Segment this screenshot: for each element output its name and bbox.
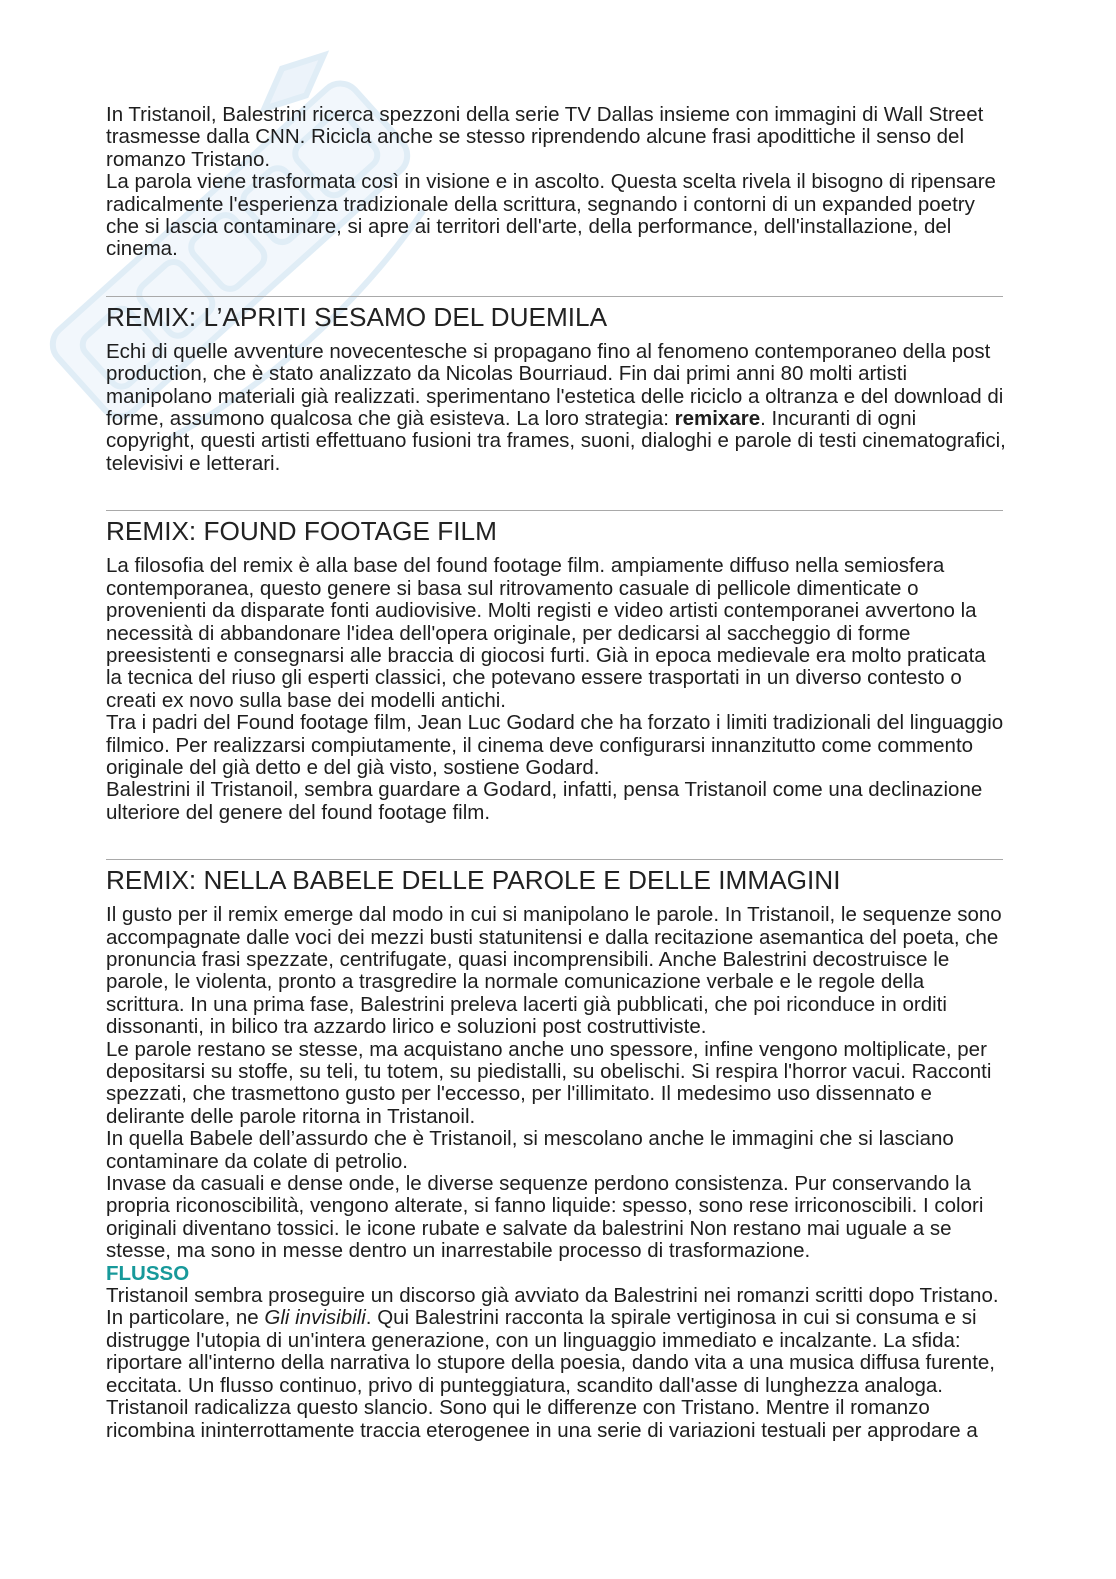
- bold-term: remixare: [674, 407, 761, 431]
- subheading-flusso: FLUSSO: [106, 1261, 190, 1285]
- italic-title: Gli invisibili: [264, 1306, 366, 1330]
- paragraph: Balestrini il Tristanoil, sembra guardare a Godard, infatti, pensa Tristanoil come una declinazione ulteriore del genere del found footage film.: [106, 778, 983, 824]
- paragraph-text: . Incuranti di ogni copyright, questi artisti effettuano fusioni tra frames, suoni, dialoghi e parole di testi cinematografici, televisivi e letterari.: [106, 407, 1006, 475]
- section-heading: REMIX: L’APRITI SESAMO DEL DUEMILA: [106, 301, 608, 332]
- section-body: [106, 555, 1006, 824]
- section-divider: [106, 510, 1003, 511]
- paragraph: La filosofia del remix è alla base del found footage film. ampiamente diffuso nella semiosfera contemporanea, questo genere si basa sul ritrovamento casuale di pellicole dimenticate o provenienti da disparate fonti audiovisive. Molti registi e video artisti contemporanei avvertono la necessità di abbandonare l'idea dell'opera originale, per dedicarsi al saccheggio di forme preesistenti e consegnarsi alle braccia di giocosi furti. Già in epoca medievale era molto praticata la tecnica del riuso gli esperti classici, che potevano essere trasportati in un diverso contesto o creati ex novo sulla base dei modelli antichi.: [106, 554, 986, 712]
- section-divider: [106, 859, 1003, 860]
- document-body: [106, 104, 1006, 1442]
- paragraph: Tra i padri del Found footage film, Jean Luc Godard che ha forzato i limiti tradizionali del linguaggio filmico. Per realizzarsi compiutamente, il cinema deve configurarsi innanzitutto come commento originale del già detto e del già visto, sostiene Godard.: [106, 711, 1004, 779]
- paragraph: Il gusto per il remix emerge dal modo in cui si manipolano le parole. In Tristanoil, le sequenze sono accompagnate dalle voci dei mezzi busti statunitensi e dalla recitazione asemantica del poeta, che pronuncia frasi spezzate, centrifugate, quasi incomprensibili. Anche Balestrini decostruisce le parole, le violenta, pronto a trasgredire la normale comunicazione verbale e le regole della scrittura. In una prima fase, Balestrini preleva lacerti già pubblicati, che poi riconduce in orditi dissonanti, in bilico tra azzardo lirico e soluzioni post costruttiviste.: [106, 903, 1002, 1039]
- intro-paragraph: La parola viene trasformata così in visione e in ascolto. Questa scelta rivela il bisogno di ripensare radicalmente l'esperienza tradizionale della scrittura, segnando i contorni di un expanded poetry che si lascia contaminare, si apre ai territori dell'arte, della performance, dell'installazione, del cinema.: [106, 170, 996, 261]
- paragraph-text: Tristanoil sembra proseguire un discorso già avviato da Balestrini nei romanzi scritti dopo Tristano. In particolare, ne: [106, 1284, 999, 1330]
- section-body: [106, 341, 1006, 475]
- paragraph-text: Echi di quelle avventure novecentesche si propagano fino al fenomeno contemporaneo della post production, che è stato analizzato da Nicolas Bourriaud. Fin dai primi anni 80 molti artisti manipolano materiali già realizzati. sperimentano l'estetica delle riciclo a oltranza e del download di forme, assumono qualcosa che già esisteva. La loro strategia:: [106, 339, 1004, 431]
- paragraph: Invase da casuali e dense onde, le diverse sequenze perdono consistenza. Pur conservando la propria riconoscibilità, vengono alterate, si fanno liquide: spesso, sono rese irriconoscibili. I colori originali diventano tossici. le icone rubate e salvate da balestrini Non restano mai uguale a se stesse, ma sono in messe dentro un inarrestabile processo di trasformazione.: [106, 1172, 984, 1263]
- paragraph: In quella Babele dell’assurdo che è Tristanoil, si mescolano anche le immagini che si lasciano contaminare da colate di petrolio.: [106, 1127, 954, 1173]
- paragraph-text: . Qui Balestrini racconta la spirale vertiginosa in cui si consuma e si distrugge l'utopia di un'intera generazione, con un linguaggio immediato e incalzante. La sfida: riportare all'interno della narrativa lo stupore della poesia, dando vita a una musica diffusa furente, eccitata. Un flusso continuo, privo di punteggiatura, scandito dall'asse di lunghezza analoga. Tristanoil radicalizza questo slancio. Sono qui le differenze con Tristano. Mentre il romanzo ricombina ininterrottamente traccia eterogenee in una serie di variazioni testuali per approdare a: [106, 1306, 995, 1442]
- section-heading: REMIX: NELLA BABELE DELLE PAROLE E DELLE IMMAGINI: [106, 865, 841, 896]
- section-heading: REMIX: FOUND FOOTAGE FILM: [106, 516, 497, 547]
- section-body: [106, 904, 1006, 1442]
- paragraph: [106, 1285, 1006, 1442]
- section-divider: [106, 296, 1003, 297]
- intro-paragraph: In Tristanoil, Balestrini ricerca spezzoni della serie TV Dallas insieme con immagini di Wall Street trasmesse dalla CNN. Ricicla anche se stesso riprendendo alcune frasi apodittiche il senso del romanzo Tristano.: [106, 103, 984, 171]
- paragraph: [106, 341, 1006, 475]
- paragraph: Le parole restano se stesse, ma acquistano anche uno spessore, infine vengono moltiplicate, per depositarsi su stoffe, su teli, tu totem, su piedistalli, su obelischi. Si respira l'horror vacui. Racconti spezzati, che trasmettono gusto per l'eccesso, per l'illimitato. Il medesimo uso dissennato e delirante delle parole ritorna in Tristanoil.: [106, 1037, 992, 1128]
- intro-block: [106, 104, 1006, 261]
